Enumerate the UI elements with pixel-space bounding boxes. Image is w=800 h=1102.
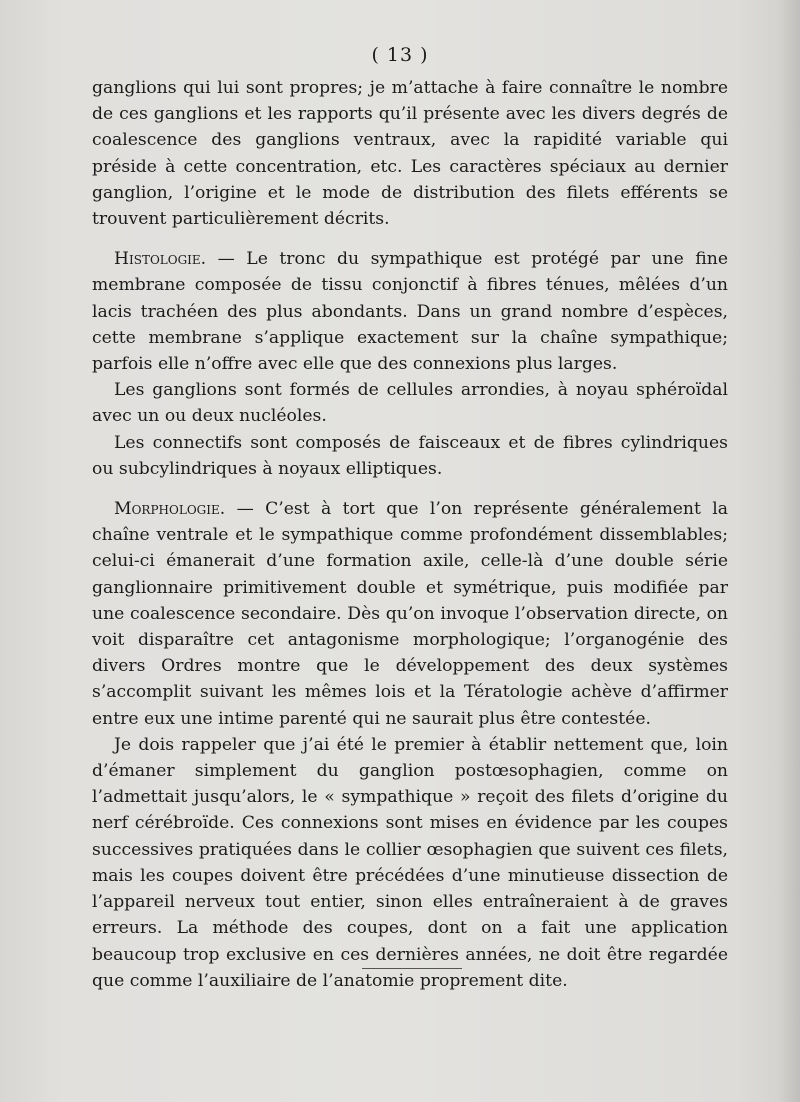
paragraph-continuation [92, 75, 728, 232]
section-heading-histologie: Histologie. [114, 249, 207, 270]
paragraph-connectifs [92, 430, 728, 482]
paragraph-text: — C’est à tort que l’on représente généralement la chaîne ventrale et le sympathique comme profondément dissemblables; celui-ci émanerait d’une formation axile, celle-là d’une double série ganglionnaire primitivement double et symétrique, puis modifiée par une coalescence secondaire. Dès qu’on invoque l’observation directe, on voit disparaître cet antagonisme morphologique; l’organogénie des divers Ordres montre que le développement des deux systèmes s’accomplit suivant les mêmes lois et la Tératologie achève d’affirmer entre eux une intime parenté qui ne saurait plus être contestée. [92, 499, 728, 729]
paragraph-text: Je dois rappeler que j’ai été le premier à établir nettement que, loin d’émaner simplement du ganglion postœsophagien, comme on l’admettait jusqu’alors, le « sympathique » reçoit des filets d’origine du nerf cérébroïde. Ces connexions sont mises en évidence par les coupes successives pratiquées dans le collier œsophagien que suivent ces filets, mais les coupes doivent être précédées d’une minutieuse dissection de l’appareil nerveux tout entier, sinon elles entraîneraient à de graves erreurs. La méthode des coupes, dont on a fait une application beaucoup trop exclusive en ces dernières années, ne doit être regardée que comme l’auxiliaire de l’anatomie proprement dite. [92, 734, 728, 991]
paragraph-text: — Le tronc du sympathique est protégé par une fine membrane composée de tissu conjonctif à fibres ténues, mêlées d’un lacis trachéen des plus abondants. Dans un grand nombre d’espèces, cette membrane s’applique exactement sur la chaîne sympathique; parfois elle n’offre avec elle que des connexions plus larges. [92, 249, 728, 375]
page-number: ( 13 ) [371, 44, 429, 66]
paragraph-morphologie [92, 496, 728, 732]
closing-rule [362, 968, 462, 969]
paragraph-text: Les connectifs sont composés de faisceaux et de fibres cylindriques ou subcylindriques à noyaux elliptiques. [92, 432, 728, 479]
paragraph-text: Les ganglions sont formés de cellules arrondies, à noyau sphéroïdal avec un ou deux nucléoles. [92, 380, 728, 427]
paragraph-ganglions [92, 377, 728, 429]
paragraph-rappel [92, 732, 728, 994]
section-heading-morphologie: Morphologie. [114, 499, 226, 520]
paragraph-text: ganglions qui lui sont propres; je m’attache à faire connaître le nombre de ces ganglions et les rapports qu’il présente avec les divers degrés de coalescence des ganglions ventraux, avec la rapidité variable qui préside à cette concentration, etc. Les caractères spéciaux au dernier ganglion, l’origine et le mode de distribution des filets efférents se trouvent particulièrement décrits. [92, 78, 728, 230]
page-edge-shadow [778, 0, 800, 1102]
paragraph-histologie [92, 246, 728, 377]
body-text [92, 75, 728, 994]
